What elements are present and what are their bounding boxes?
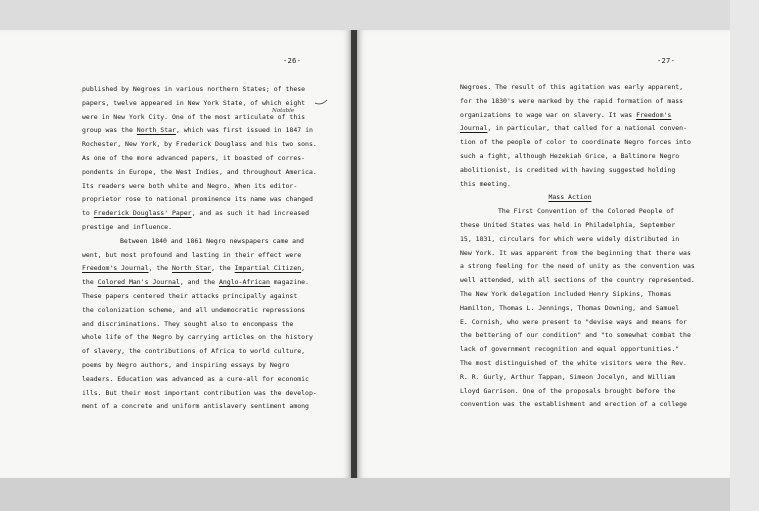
text-line — [82, 304, 317, 318]
text-line — [460, 288, 695, 302]
scan-top-edge — [0, 0, 730, 30]
text-run: organizations to wage war on slavery. It was — [460, 110, 637, 119]
text-run: the colonization scheme, and all undemocratic repressions — [82, 305, 306, 314]
text-line — [460, 343, 695, 357]
text-run: the bettering of our condition" and "to somewhat combat the — [460, 331, 691, 340]
text-run: of slavery, the contributions of Africa to world culture, — [82, 347, 306, 356]
text-line — [82, 83, 317, 97]
text-line — [460, 329, 695, 343]
text-run: Lloyd Garrison. One of the proposals brought before the — [460, 386, 676, 395]
text-run: 15, 1831, circulars for which were widely distributed in — [460, 234, 680, 243]
text-run: papers, twelve appeared in New York State, of which eight — [82, 98, 306, 107]
text-line — [460, 247, 695, 261]
left-page — [0, 30, 351, 478]
right-page — [357, 30, 730, 478]
text-run: tion of the people of color to coordinate Negro forces into — [460, 138, 691, 147]
text-line — [82, 318, 317, 332]
text-run: , in particular, that called for a national conven- — [487, 124, 687, 133]
text-run: ills. But their most important contribution was the develop- — [82, 388, 317, 397]
text-run: The New York delegation included Henry Sipkins, Thomas — [460, 289, 672, 298]
text-run: proprietor rose to national prominence its name was changed — [82, 195, 313, 204]
text-run: such a fight, although Hezekiah Grice, a Baltimore Negro — [460, 151, 680, 160]
underlined-title: North Star — [172, 264, 212, 273]
text-line — [460, 95, 695, 109]
text-line — [82, 111, 317, 125]
text-line — [460, 233, 695, 247]
text-run: abolitionist, is credited with having suggested holding — [460, 165, 676, 174]
underlined-title: Impartial Citizen — [234, 264, 302, 273]
text-run: , and the — [179, 278, 219, 287]
text-run: these United States was held in Philadelphia, September — [460, 220, 676, 229]
text-run: The most distinguished of the white visitors were the Rev. — [460, 358, 687, 367]
text-line — [460, 109, 695, 123]
text-run: and discriminations. They sought also to encompass the — [82, 319, 294, 328]
text-run: , which was first issued in 1847 in — [175, 126, 313, 135]
text-run: These papers centered their attacks principally against — [82, 291, 298, 300]
text-line — [460, 150, 695, 164]
text-line — [82, 166, 317, 180]
text-run: published by Negroes in various northern States; of these — [82, 85, 306, 93]
text-line — [82, 387, 317, 401]
text-line — [82, 400, 317, 414]
text-run: E. Cornish, who were present to "devise ways and means for — [460, 317, 687, 326]
text-run: leaders. Education was advanced as a cure-all for economic — [82, 374, 309, 383]
text-line — [82, 276, 317, 290]
scan-bottom-edge — [0, 478, 730, 511]
underlined-title: Journal — [460, 124, 488, 133]
text-run: lack of government recognition and equal opportunities." — [460, 345, 680, 354]
text-line — [460, 385, 695, 399]
text-line — [82, 97, 317, 111]
text-run: Hamilton, Thomas L. Jennings, Thomas Downing, and Samuel — [460, 303, 680, 312]
text-run: pondents in Europe, the West Indies, and throughout America. — [82, 167, 317, 176]
text-line — [82, 152, 317, 166]
text-line — [82, 345, 317, 359]
text-run: The First Convention of the Colored People of — [498, 207, 675, 216]
right-page-body — [460, 81, 695, 412]
text-run: , the — [211, 264, 235, 273]
text-run: R. R. Gurly, Arthur Tappan, Simeon Jocelyn, and William — [460, 372, 676, 381]
text-line — [82, 193, 317, 207]
underlined-title: Freedom's — [636, 110, 672, 119]
text-line — [460, 302, 695, 316]
left-page-body — [82, 83, 317, 414]
underlined-title: Anglo-African — [218, 278, 270, 287]
text-run: convention was the establishment and erection of a college — [460, 400, 687, 409]
text-line — [82, 207, 317, 221]
text-line — [460, 164, 695, 178]
text-line — [82, 180, 317, 194]
text-run: , the — [148, 264, 173, 273]
text-run: the — [82, 278, 98, 287]
underlined-title: Mass Action — [548, 193, 592, 202]
text-line — [82, 221, 317, 235]
text-line — [82, 262, 317, 276]
underlined-title: Freedom's Journal — [82, 264, 149, 273]
text-line — [460, 260, 695, 274]
text-run: Between 1840 and 1861 Negro newspapers came and — [120, 236, 304, 245]
handwritten-note: Notable — [272, 108, 295, 114]
text-run: for the 1830's were marked by the rapid formation of mass — [460, 96, 684, 105]
underlined-title: Colored Man's Journal — [97, 278, 180, 287]
page-number: -27- — [657, 56, 676, 65]
text-line — [460, 219, 695, 233]
text-run: , — [301, 264, 306, 273]
text-line — [460, 371, 695, 385]
text-line — [82, 290, 317, 304]
text-line — [460, 357, 695, 371]
text-run: this meeting. — [460, 179, 511, 188]
text-line — [82, 373, 317, 387]
text-run: ment of a concrete and uniform antislavery sentiment among — [82, 402, 309, 411]
text-run: magazine. — [269, 278, 309, 287]
text-line — [82, 235, 317, 249]
text-line — [82, 359, 317, 373]
text-run: , and as such it had increased — [191, 209, 309, 218]
underlined-title: North Star — [136, 126, 176, 135]
text-line — [460, 81, 695, 95]
section-heading — [460, 191, 680, 205]
text-line — [460, 136, 695, 150]
text-run: As one of the more advanced papers, it boasted of corres- — [82, 153, 306, 162]
text-line — [460, 205, 695, 219]
text-line — [460, 122, 695, 136]
text-line — [460, 398, 695, 412]
text-run: well attended, with all sections of the country represented. — [460, 276, 695, 285]
text-run: Negroes. The result of this agitation was early apparent, — [460, 83, 684, 91]
text-run: went, but most profound and lasting in their effect were — [82, 250, 302, 259]
text-run: poems by Negro authors, and inspiring essays by Negro — [82, 360, 290, 369]
text-line — [82, 249, 317, 263]
text-run: New York. It was apparent from the beginning that there was — [460, 248, 691, 257]
text-line — [460, 274, 695, 288]
text-run: Rochester, New York, by Frederick Douglass and his two sons. — [82, 140, 317, 149]
text-line — [82, 331, 317, 345]
text-run: whole life of the Negro by carrying articles on the history — [82, 333, 313, 342]
underlined-title: Frederick Douglass' Paper — [93, 209, 192, 218]
text-line — [460, 178, 695, 192]
text-line — [460, 316, 695, 330]
text-run: to — [82, 209, 94, 218]
text-run: group was the — [82, 126, 137, 135]
text-line — [82, 124, 317, 138]
text-run: a strong feeling for the need of unity as the convention was — [460, 262, 695, 271]
page-number: -26- — [283, 56, 302, 65]
text-run: Its readers were both white and Negro. When its editor- — [82, 181, 298, 190]
text-run: were in New York City. One of the most articulate of this — [82, 112, 306, 121]
text-run: prestige and influence. — [82, 222, 173, 231]
text-line — [82, 138, 317, 152]
scan-right-edge — [730, 0, 759, 511]
